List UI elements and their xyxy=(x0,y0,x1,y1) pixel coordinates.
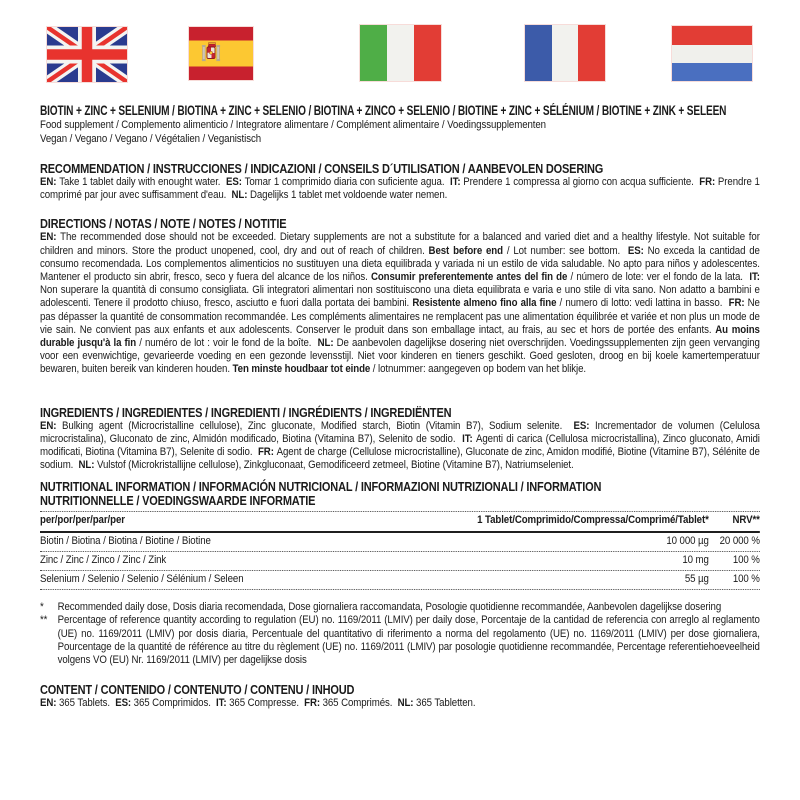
section-recommendation xyxy=(40,162,760,202)
nutrient-amount: 10 mg xyxy=(682,553,709,566)
nutrition-row-zinc xyxy=(40,552,760,571)
nutrition-table xyxy=(40,511,760,590)
content-body: EN: 365 Tablets. ES: 365 Comprimidos. IT: 365 Compresse. FR: 365 Comprimés. NL: 365 Tabletten. xyxy=(40,697,476,710)
spain-coat-of-arms xyxy=(202,43,220,62)
nutrient-amount: 10 000 µg xyxy=(666,534,709,547)
col-header-nrv: NRV** xyxy=(732,514,760,527)
nutrient-amount: 55 µg xyxy=(684,573,709,586)
footnote-marker: ** xyxy=(40,614,48,627)
footnote-text: Percentage of reference quantity according to regulation (EU) no. 1169/2011 (LMIV) per daily dose, Porcentaje de la cantidad de referencia con arreglo al reglamento (UE) no. 1169/2011 (LMIV) por dosis diaria, Percentuale del quantitativo di riferimento a norma del regolamento (UE) no. 1169/2011 (LMIV) per dose giornaliera, Pourcentage de la quantité de référence au titre du règlement (UE) no. 1169/2011 (LMIV) par posologie quotidienne recommandée, Percentage referentiehoeveelheid volgens VO (EU) Nr. 1169/2011 (LMIV) per dagelijkse dosis xyxy=(57,614,760,667)
footnote-daily-dose xyxy=(40,601,760,614)
footnote-marker: * xyxy=(40,601,44,614)
supplement-type-line: Food supplement / Complemento alimenticio / Integratore alimentare / Complément alimentaire / Voedingssupplementen xyxy=(40,119,546,131)
section-directions xyxy=(40,217,760,376)
nutrition-heading: NUTRITIONAL INFORMATION / INFORMACIÓN NUTRICIONAL / INFORMAZIONI NUTRIZIONALI / INFORMATION NUTRITIONNELLE / VOEDINGSWAARDE INFORMATIE xyxy=(40,480,602,509)
nutrient-nrv: 20 000 % xyxy=(719,534,760,547)
product-title: BIOTIN + ZINC + SELENIUM / BIOTINA + ZINC + SELENIO / BIOTINA + ZINCO + SELENIO / BIOTINE + ZINC + SÉLÉNIUM / BIOTINE + ZINK + SELEEN xyxy=(40,103,727,118)
vegan-line: Vegan / Vegano / Vegano / Végétalien / Veganistisch xyxy=(40,132,262,145)
nutrition-row-selenium xyxy=(40,571,760,590)
recommendation-heading: RECOMMENDATION / INSTRUCCIONES / INDICAZIONI / CONSEILS D´UTILISATION / AANBEVOLEN DOSERING xyxy=(40,162,604,176)
col-header-per: per/por/per/par/per xyxy=(40,514,125,527)
section-ingredients xyxy=(40,406,760,473)
ingredients-body: EN: Bulking agent (Microcristalline cellulose), Zinc gluconate, Modified starch, Biotin (Vitamin B7), Sodium selenite. ES: Incrementador de volumen (Celulosa microcristalina), Gluconato de zinc, Almidón modificado, Biotina (Vitamina B7), Selenito de sodio. IT: Agenti di carica (Cellulosa microcristallina), Zinco gluconato, Amidi modificati, Biotina (Vitamina B7), Selenite di sodio. FR: Agent de charge (Cellulose microcristalline), Gluconate de zinc, Amidon modifié, Biotine (Vitamine B7), Sélénite de sodium. NL: Vulstof (Microkristallijne cellulose), Zinkgluconaat, Gemodificeerd zetmeel, Biotine (Vitamine B7), Natriumseleniet. xyxy=(40,419,760,472)
ingredients-heading: INGREDIENTS / INGREDIENTES / INGREDIENTI / INGRÉDIENTS / INGREDIËNTEN xyxy=(40,405,452,420)
flag-italy-icon xyxy=(360,25,441,81)
footnote-text: Recommended daily dose, Dosis diaria recomendada, Dose giornaliera raccomandata, Posologie quotidienne recommandée, Aanbevolen dagelijkse dosering xyxy=(57,601,722,614)
nutrient-nrv: 100 % xyxy=(732,553,760,566)
footnote-nrv-regulation xyxy=(40,614,760,667)
nutrition-table-header xyxy=(40,511,760,532)
flags-row xyxy=(0,0,800,95)
nutrient-label: Biotin / Biotina / Biotina / Biotine / Biotine xyxy=(40,534,211,547)
directions-body: EN: The recommended dose should not be exceeded. Dietary supplements are not a substitute for a balanced and varied diet and a healthy lifestyle. Not suitable for children and minors. Store the product unopened, cool, dry and out of reach of children. Best before end / Lot number: see bottom. ES: No exceda la cantidad de consumo recomendada. Los complementos alimenticios no sustituyen una dieta equilibrada y variada ni un estilo de vida saludable. No apto para niños y adolescentes. Mantener el producto sin abrir, fresco, seco y fuera del alcance de los niños. Consumir preferentemente antes del fin de / número de lote: ver el fondo de la lata. IT: Non superare la quantità di consumo consigliata. Gli integratori alimentari non sostituiscono una dieta equilibrata e varia e uno stile di vita sano. Non adatto a bambini e adolescenti. Tenere il prodotto chiuso, fresco, asciutto e fuori dalla portata dei bambini. Resistente almeno fino alla fine / numero di lotto: vedi lattina in basso. FR: Ne pas dépasser la quantité de consommation recommandée. Les compléments alimentaires ne remplacent pas une alimentation équilibrée et variée et non plus un mode de vie sain. Ne convient pas aux enfants et aux adolescents. Conserver le produit dans son emballage intact, au frais, au sec et hors de portée des enfants. Au moins durable jusqu'à la fin / numéro de lot : voir le fond de la boîte. NL: De aanbevolen dagelijkse dosering niet overschrijden. Voedingssupplementen zijn geen vervanging voor een evenwichtige, gevarieerde voeding en een gezonde levensstijl. Niet voor kinderen en tieners geschikt. Goed gesloten, droog en bij koele kamertemperatuur bewaren, buiten bereik van kinderen houden. Ten minste houdbaar tot einde / lotnummer: aangegeven op bodem van het blikje. xyxy=(40,231,760,376)
flag-netherlands-icon xyxy=(672,26,752,81)
label-text-column xyxy=(40,103,760,710)
nutrition-row-biotin xyxy=(40,533,760,552)
nutrition-footnotes xyxy=(40,601,760,667)
nutrient-label: Zinc / Zinc / Zinco / Zinc / Zink xyxy=(40,553,167,566)
col-header-amount: 1 Tablet/Comprimido/Compressa/Comprimé/Tablet* xyxy=(477,514,709,527)
section-content xyxy=(40,683,760,710)
nutrient-label: Selenium / Selenio / Selenio / Sélénium / Seleen xyxy=(40,573,244,586)
flag-uk-icon xyxy=(47,27,127,82)
recommendation-body: EN: Take 1 tablet daily with enought water. ES: Tomar 1 comprimido diaria con suficiente agua. IT: Prendere 1 compressa al giorno con acqua sufficiente. FR: Prendre 1 comprimé par jour avec suffisamment d'eau. NL: Dagelijks 1 tablet met voldoende water nemen. xyxy=(40,176,760,202)
nutrient-nrv: 100 % xyxy=(732,573,760,586)
section-nutrition xyxy=(40,480,760,667)
directions-heading: DIRECTIONS / NOTAS / NOTE / NOTES / NOTITIE xyxy=(40,217,287,232)
flag-spain-icon xyxy=(189,27,253,80)
content-heading: CONTENT / CONTENIDO / CONTENUTO / CONTENU / INHOUD xyxy=(40,683,355,698)
flag-france-icon xyxy=(525,25,605,81)
